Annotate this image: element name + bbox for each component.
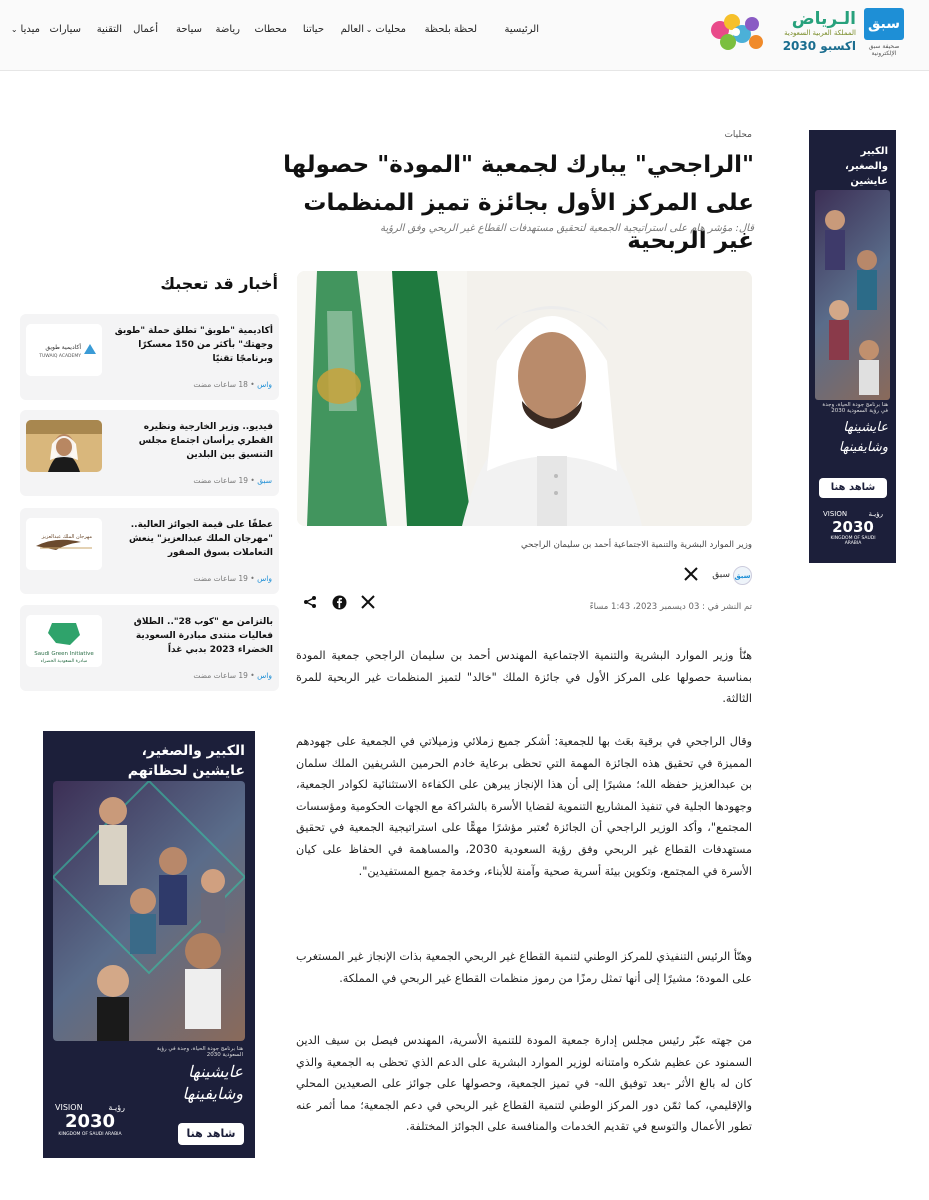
related-news-card[interactable] xyxy=(20,508,279,594)
source-name[interactable]: سبق xyxy=(712,570,730,580)
card-meta: سبق • 19 ساعات مضت xyxy=(193,476,272,485)
card-source[interactable]: واس xyxy=(257,671,272,680)
card-headline[interactable]: فيديو.. وزير الخارجية ونظيره القطري يرأسان اجتماع مجلس التنسيق بين البلدين xyxy=(138,422,273,460)
vision-sub-en: KINGDOM OF SAUDI ARABIA xyxy=(830,536,876,546)
falcon-festival-thumbnail xyxy=(26,518,102,570)
article-title: "الراجحي" يبارك لجمعية "المودة" حصولها على المركز الأول بجائزة تميز المنظمات غير الربحية xyxy=(283,152,754,254)
nav-tourism[interactable]: سياحة xyxy=(176,24,202,35)
ad-cta-button[interactable]: شاهد هنا xyxy=(819,478,887,498)
card-headline[interactable]: أكاديمية "طويق" تطلق حملة "طويق وجهتك" بأكثر من 150 معسكرًا وبرنامجًا تقنيًا xyxy=(114,326,273,364)
vision-2030-ad-right[interactable] xyxy=(809,130,896,563)
x-icon[interactable] xyxy=(684,567,700,583)
vision-2030-logo xyxy=(823,510,883,546)
vision-ar: رؤيـة xyxy=(868,510,883,518)
vision-year: 2030 xyxy=(832,518,874,536)
nav-business[interactable]: أعمال xyxy=(133,24,158,35)
nav-media[interactable] xyxy=(11,24,40,35)
ad-headline: الكبير والصغير، عايشين لحظاتهم xyxy=(127,743,245,779)
article-paragraph: وهنّأ الرئيس التنفيذي للمركز الوطني لتنمية القطاع غير الربحي الجمعية بذات الإنجاز غير المستغرب على المودة؛ مشيرًا إلى أنها تمثل رمزًا من رموز منظمات القطاع غير الربحي في المملكة. xyxy=(296,950,752,985)
share-button[interactable] xyxy=(302,595,318,611)
card-headline[interactable]: عطفًا على قيمة الجوائز العالية.. "مهرجان الملك عبدالعزيز" ينعش التعاملات بسوق الصقور xyxy=(129,520,273,558)
vision-en: VISION xyxy=(823,510,848,518)
vision-2030-ad-left[interactable] xyxy=(43,731,255,1158)
nav-life[interactable]: حياتنا xyxy=(302,24,324,35)
expo-year: اكسبو 2030 xyxy=(782,39,856,53)
share-x-button[interactable] xyxy=(360,595,376,611)
nav-tech[interactable]: التقنية xyxy=(96,24,122,35)
image-caption: وزير الموارد البشرية والتنمية الاجتماعية أحمد بن سليمان الراجحي xyxy=(521,540,752,550)
expo-country: المملكة العربية السعودية xyxy=(784,29,856,37)
article-subtitle: قال: مؤشر هام على استراتيجية الجمعية لتحقيق مستهدفات القطاع غير الربحي وفق الرؤية xyxy=(380,223,754,234)
chevron-down-icon: ⌄ xyxy=(365,25,373,34)
expo-flower-icon xyxy=(706,10,772,58)
ad-note: هنا برنامج جودة الحياة، وجدة في رؤية السعودية 2030 xyxy=(822,402,888,414)
card-meta: واس • 19 ساعات مضت xyxy=(193,574,272,583)
section-label[interactable]: محليات xyxy=(724,130,752,140)
svg-text:أكاديمية طويق: أكاديمية طويق xyxy=(45,344,81,351)
card-headline[interactable]: بالتزامن مع "كوب 28".. الطلاق فعاليات منتدى مبادرة السعودية الخضراء 2023 بدبي غداً xyxy=(133,617,273,655)
vision-year: 2030 xyxy=(64,1111,116,1132)
tuwaiq-thumbnail xyxy=(26,324,102,376)
card-meta: واس • 18 ساعات مضت xyxy=(193,380,272,389)
related-news-card[interactable] xyxy=(20,605,279,691)
chevron-down-icon: ⌄ xyxy=(10,25,18,34)
share-facebook-button[interactable] xyxy=(331,595,347,611)
svg-text:TUWAIQ ACADEMY: TUWAIQ ACADEMY xyxy=(39,354,81,359)
nav-live[interactable]: لحظة بلحظة xyxy=(424,24,477,35)
nav-home[interactable]: الرئيسية xyxy=(504,24,539,35)
riyadh-expo-logo xyxy=(706,8,856,58)
related-news-card[interactable] xyxy=(20,410,279,496)
card-time: 18 ساعات مضت xyxy=(193,380,248,389)
share-icon xyxy=(303,595,317,609)
article-paragraph: من جهته عبّر رئيس مجلس إدارة جمعية المودة للتنمية الأسرية، المهندس فيصل بن سيف الدين السمنود عن عظيم شكره وامتنانه لوزير الموارد البشرية على الدعم الذي تحظى به الجمعية والذي كان له بالغ الأثر -بعد توفيق الله- في تميز الجمعية، وحصولها على جوائز على الصعيدين المحلي والإقليمي، كما ثمّن دور المركز الوطني لتنمية القطاع غير الربحي في دعم الجمعية؛ مما أثمر عنه تطور الأعمال والتوسع في تقديم الخدمات والمنافسة على الجوائز المختلفة. xyxy=(296,1034,752,1134)
top-header xyxy=(0,0,929,71)
vision-2030-logo xyxy=(55,1103,125,1137)
vision-ar: رؤيـة xyxy=(108,1103,125,1112)
minister-photo xyxy=(297,271,752,526)
nav-world[interactable]: العالم xyxy=(340,24,364,35)
nav-local[interactable] xyxy=(366,24,406,35)
main-nav xyxy=(0,24,545,42)
ministers-thumbnail xyxy=(26,420,102,472)
card-time: 19 ساعات مضت xyxy=(193,671,248,680)
card-source[interactable]: سبق xyxy=(257,476,272,485)
nav-local-label: محليات xyxy=(375,24,406,35)
card-meta: واس • 19 ساعات مضت xyxy=(193,671,272,680)
nav-cars[interactable]: سيارات xyxy=(49,24,81,35)
card-time: 19 ساعات مضت xyxy=(193,574,248,583)
nav-stations[interactable]: محطات xyxy=(254,24,287,35)
ad-people-image xyxy=(815,190,890,400)
ad-cta-button[interactable]: شاهد هنا xyxy=(178,1123,244,1145)
card-source[interactable]: واس xyxy=(257,574,272,583)
x-icon xyxy=(361,595,375,609)
sidebar-title: أخبار قد تعجبك xyxy=(160,274,278,293)
publish-date: تم النشر في : 03 ديسمبر 2023، 1:43 مساءً xyxy=(589,602,752,612)
svg-text:مبادرة السعودية الخضراء: مبادرة السعودية الخضراء xyxy=(40,659,88,664)
card-source[interactable]: واس xyxy=(257,380,272,389)
article-paragraph: هنّأ وزير الموارد البشرية والتنمية الاجتماعية المهندس أحمد بن سليمان الراجحي جمعية المودة بمناسبة حصولها على المركز الأول في جائزة الملك "خالد" لتميز المنظمات غير الربحية للمرة الثالثة. xyxy=(296,649,752,706)
sabq-logo-subtitle: صحيفة سبق الإلكترونية xyxy=(868,43,900,57)
source-logo-icon[interactable]: سبق xyxy=(733,566,752,585)
svg-text:مهرجان الملك عبدالعزيز: مهرجان الملك عبدالعزيز xyxy=(41,534,92,540)
svg-text:Saudi Green Initiative: Saudi Green Initiative xyxy=(34,651,94,657)
green-initiative-thumbnail xyxy=(26,615,102,667)
sabq-logo[interactable] xyxy=(864,8,904,58)
vision-sub-en: KINGDOM OF SAUDI ARABIA xyxy=(58,1132,122,1137)
article-paragraph: وقال الراجحي في برقية بعَث بها للجمعية: أشكر جميع زملائي وزميلاتي في الجمعية على جهودهم المميزة في تحقيق هذه الجائزة المهمة التي تحظى برعاية خادم الحرمين الشريفين الملك سلمان بن عبدالعزيز حفظه الله؛ مشيرًا إلى أن هذا الإنجاز يبرهن على الكفاءة الاستثنائية لكوادر الجمعية، وجهودها الجلية في تنفيذ المشاريع التنموية لقضايا الأسرة بالشراكة مع الجهات الحكومية ومؤسسات المجتمع"، وأكد الوزير الراجحي أن الجائزة تُعتبر مؤشرًا مهمًّا على استراتيجية الجمعية في تحقيق مستهدفات القطاع غير الربحي وفق رؤية السعودية 2030، والمساهمة في الحفاظ على كيان الأسرة في المجتمع، وتكوين بيئة أسرية صحية وآمنة للأبناء، وخدمة جميع المستفيدين". xyxy=(296,735,753,878)
ad-note: هنا برنامج جودة الحياة، وجدة في رؤية السعودية 2030 xyxy=(156,1046,243,1058)
ad-people-image xyxy=(53,781,245,1041)
nav-sports[interactable]: رياضة xyxy=(215,24,240,35)
ad-slogan: عايشينها وشايفينها xyxy=(182,1062,243,1103)
ad-slogan: عايشينها وشايفينها xyxy=(838,420,888,455)
sabq-logo-mark: سبق xyxy=(864,8,904,40)
vision-en: VISION xyxy=(55,1103,83,1112)
facebook-icon xyxy=(332,595,347,610)
ad-headline: الكبير والصغير، عايشين xyxy=(845,146,888,187)
article-hero-image xyxy=(297,271,752,526)
card-time: 19 ساعات مضت xyxy=(193,476,248,485)
nav-media-label: ميديا xyxy=(20,24,40,35)
expo-title: الـرياض xyxy=(791,9,856,29)
related-news-card[interactable] xyxy=(20,314,279,400)
